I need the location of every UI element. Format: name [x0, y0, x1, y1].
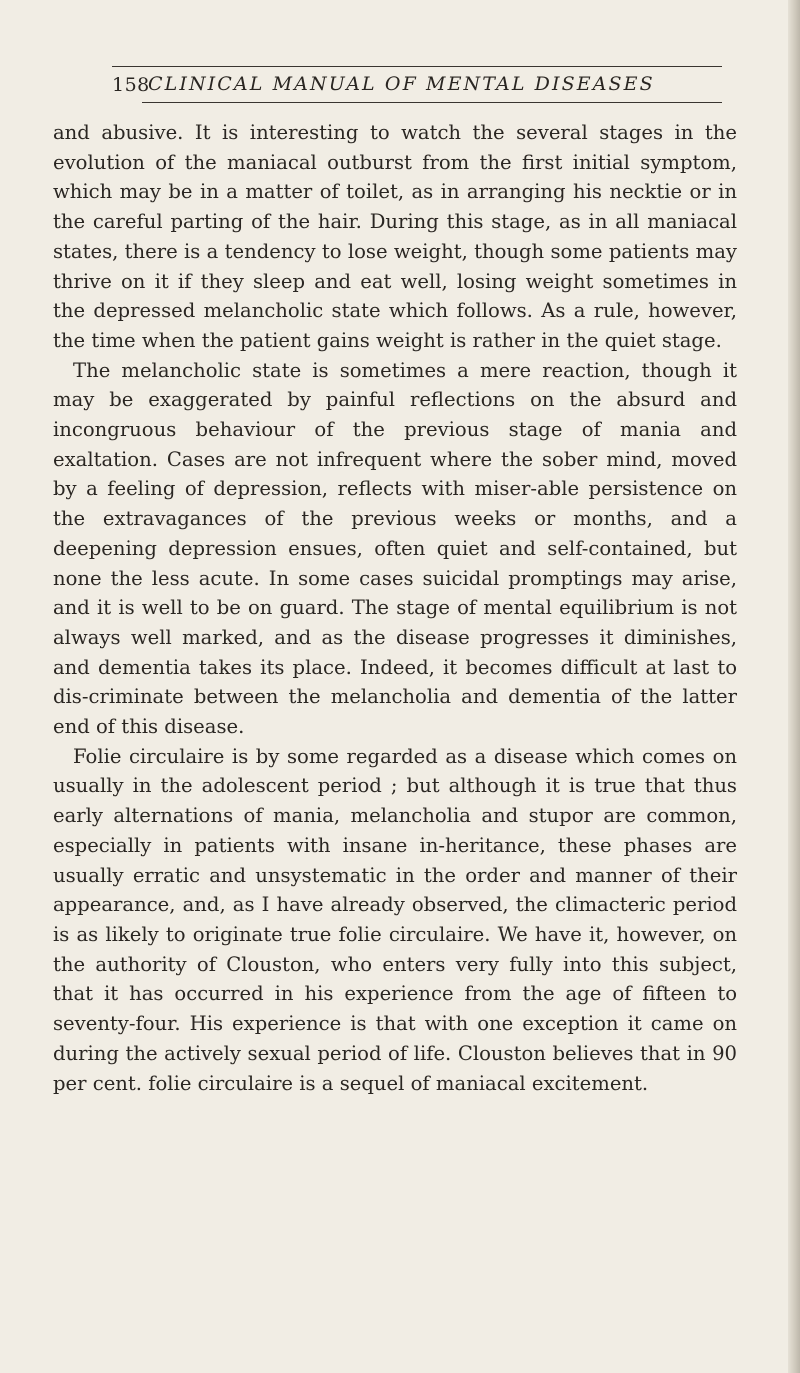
body-text — [53, 118, 737, 1098]
page-edge-shadow — [788, 0, 800, 1373]
running-title: CLINICAL MANUAL OF MENTAL DISEASES — [148, 73, 655, 95]
header-bottom-rule — [142, 102, 722, 103]
paragraph-continuation: and abusive. It is interesting to watch the several stages in the evolution of the maniacal outburst from the first initial symptom, which may be in a matter of toilet, as in arranging his necktie or in the careful parting of the hair. During this stage, as in all maniacal states, there is a tendency to lose weight, though some patients may thrive on it if they sleep and eat well, losing weight sometimes in the depressed melancholic state which follows. As a rule, however, the time when the patient gains weight is rather in the quiet stage. — [53, 121, 737, 352]
page-header — [112, 66, 722, 106]
paragraph-melancholic-state: The melancholic state is sometimes a mere reaction, though it may be exaggerated by painful reflections on the absurd and incongruous behaviour of the previous stage of mania and exaltation. Cases are not infrequent where the sober mind, moved by a feeling of depression, reflects with miser-able persistence on the extravagances of the previous weeks or months, and a deepening depression ensues, often quiet and self-contained, but none the less acute. In some cases suicidal promptings may arise, and it is well to be on guard. The stage of mental equilibrium is not always well marked, and as the disease progresses it diminishes, and dementia takes its place. Indeed, it becomes difficult at last to dis-criminate between the melancholia and dementia of the latter end of this disease. — [53, 358, 737, 739]
page-number: 158 — [112, 74, 150, 96]
header-top-rule — [112, 66, 722, 67]
paragraph-folie-circulaire: Folie circulaire is by some regarded as a disease which comes on usually in the adolescent period ; but although it is true that thus early alternations of mania, melancholia and stupor are common, especially in patients with insane in-heritance, these phases are usually erratic and unsystematic in the order and manner of their appearance, and, as I have already observed, the climacteric period is as likely to originate true folie circulaire. We have it, however, on the authority of Clouston, who enters very fully into this subject, that it has occurred in his experience from the age of fifteen to seventy-four. His experience is that with one exception it came on during the actively sexual period of life. Clouston believes that in 90 per cent. folie circulaire is a sequel of maniacal excitement. — [53, 744, 737, 1095]
